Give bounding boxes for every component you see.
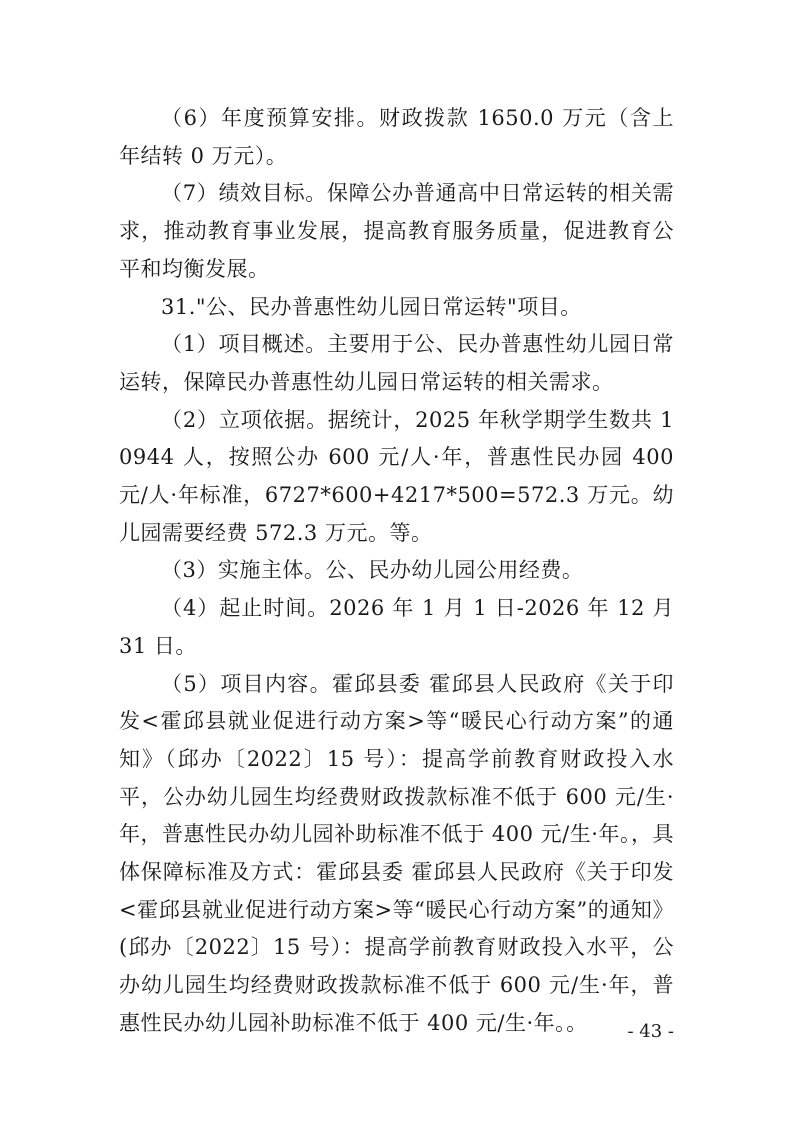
paragraph-project-heading: 31."公、民办普惠性幼儿园日常运转"项目。 (161, 294, 582, 319)
paragraph-content: （5）项目内容。霍邱县委 霍邱县人民政府《关于印发<霍邱县就业促进行动方案>等“暖民心行动方案”的通知》（邱办〔2022〕15 号）：提高学前教育财政投入水平，公办幼儿园生均经费财政拨款标准不低于 600 元/生·年，普惠性民办幼儿园补助标准不低于 400 元/生·年。，具体保障标准及方式：霍邱县委 霍邱县人民政府《关于印发<霍邱县就业促进行动方案>等“暖民心行动方案”的通知》(邱办〔2022〕15 号）：提高学前教育财政投入水平，公办幼儿园生均经费财政拨款标准不低于 600 元/生·年，普惠性民办幼儿园补助标准不低于 400 元/生·年。。 (119, 671, 674, 1035)
document-body (119, 100, 674, 1043)
paragraph-implementer: （3）实施主体。公、民办幼儿园公用经费。 (161, 558, 584, 583)
page-number: - 43 - (627, 1021, 674, 1042)
paragraph-performance-target: （7）绩效目标。保障公办普通高中日常运转的相关需求，推动教育事业发展，提高教育服务质量，促进教育公平和均衡发展。 (119, 181, 674, 281)
paragraph-period: （4）起止时间。2026 年 1 月 1 日-2026 年 12 月 31 日。 (119, 596, 674, 658)
paragraph-overview: （1）项目概述。主要用于公、民办普惠性幼儿园日常运转，保障民办普惠性幼儿园日常运转的相关需求。 (119, 332, 674, 394)
paragraph-basis: （2）立项依据。据统计，2025 年秋学期学生数共 10944 人，按照公办 600 元/人·年，普惠性民办园 400 元/人·年标准，6727*600+4217*500=572.3 万元。幼儿园需要经费 572.3 万元。等。 (119, 407, 674, 545)
paragraph-budget: （6）年度预算安排。财政拨款 1650.0 万元（含上年结转 0 万元）。 (119, 106, 674, 168)
